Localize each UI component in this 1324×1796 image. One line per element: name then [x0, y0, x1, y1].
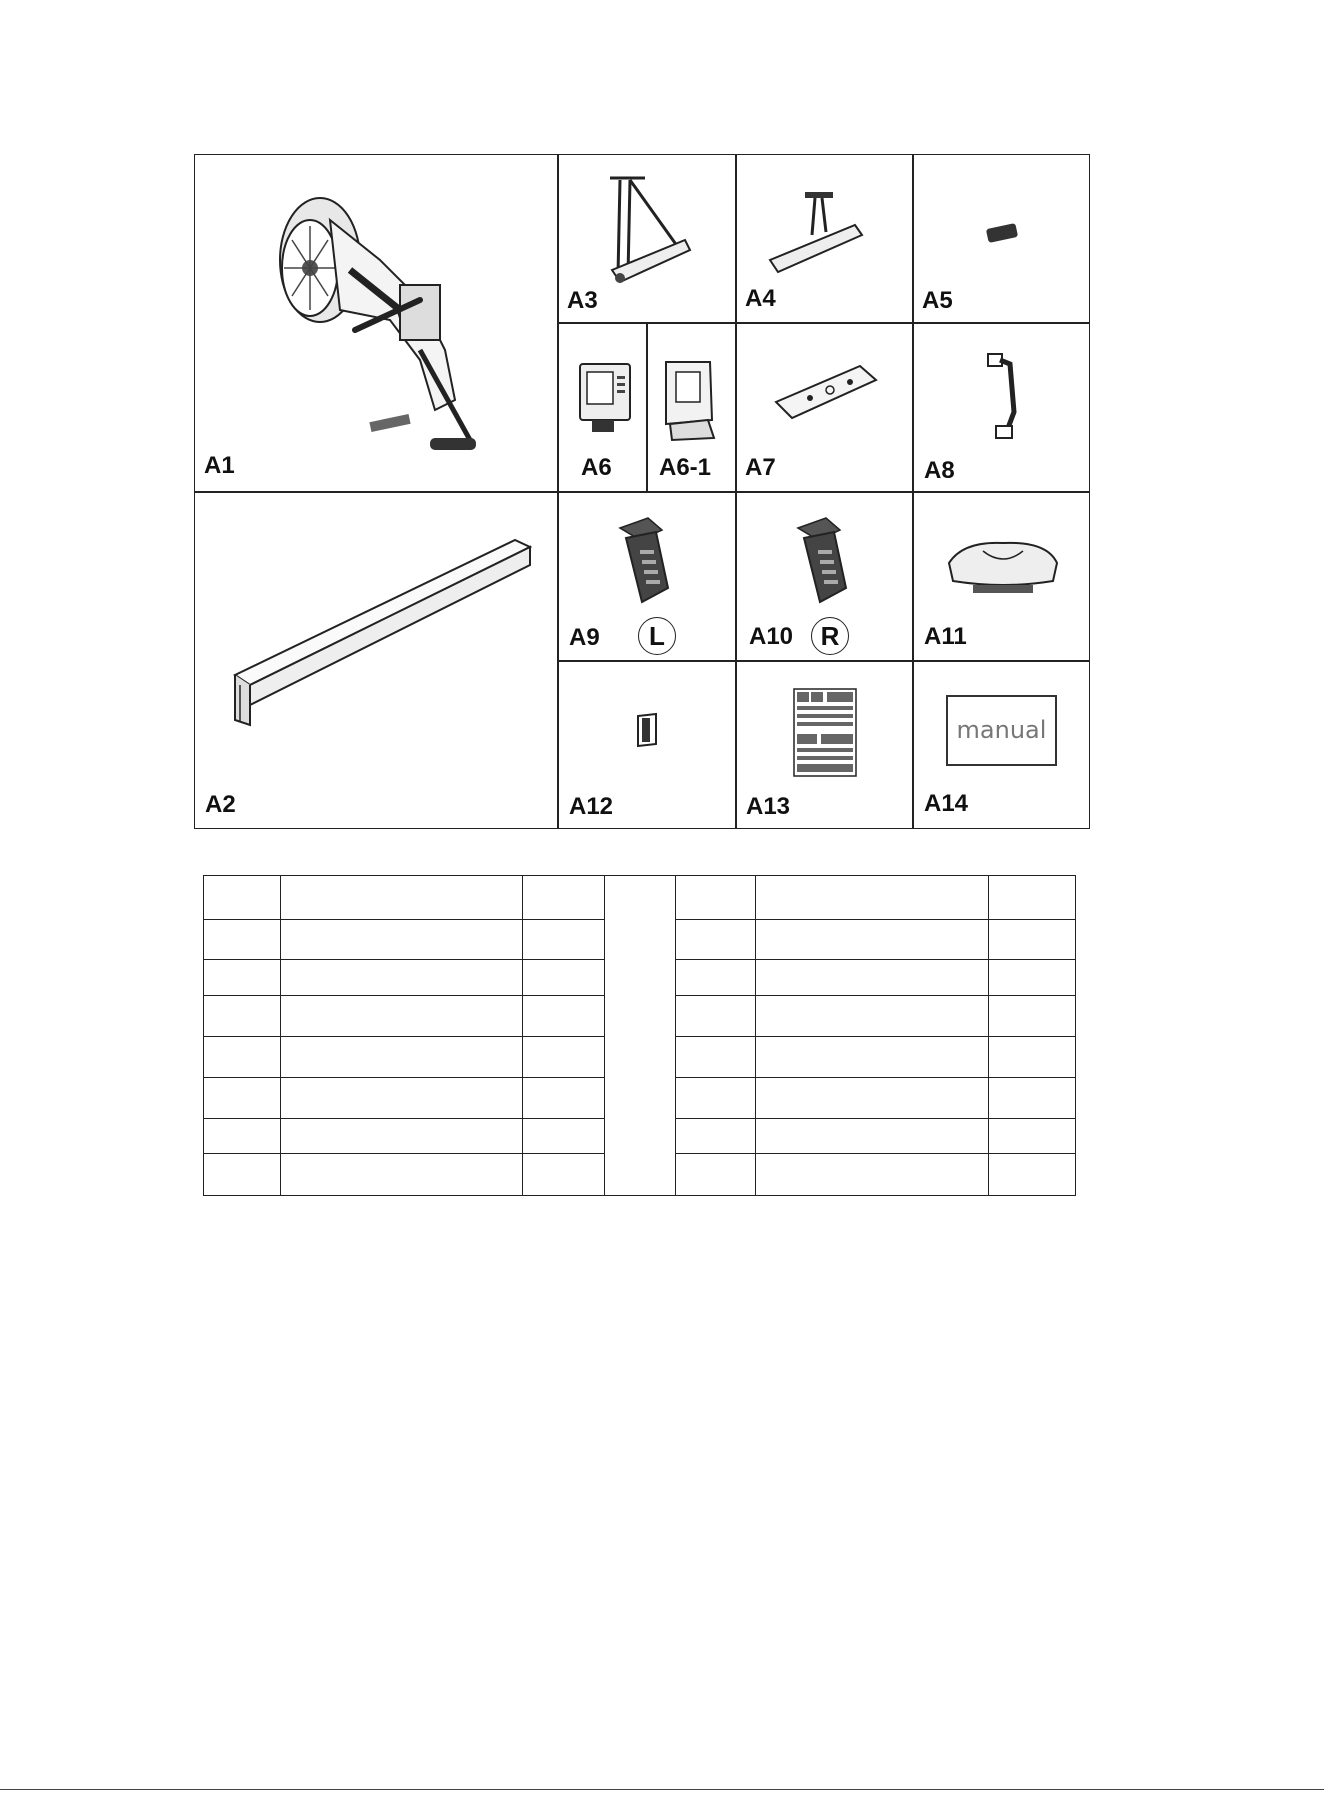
table-cell: [281, 1154, 523, 1196]
table-cell: [281, 876, 523, 920]
table-cell: [204, 1037, 281, 1078]
part-label-a10: A10: [749, 623, 794, 650]
table-cell: [523, 876, 605, 920]
table-cell: [523, 1119, 605, 1154]
table-cell: [989, 1078, 1076, 1119]
part-label-a6-1: A6-1: [659, 454, 712, 481]
part-label-a7: A7: [745, 454, 776, 481]
monitor-illustration: [578, 362, 634, 437]
table-cell: [989, 876, 1076, 920]
table-cell: [281, 960, 523, 996]
table-cell: [756, 1078, 989, 1119]
footer-rule: [0, 1789, 1324, 1790]
table-cell: [676, 1037, 756, 1078]
table-cell: [204, 1119, 281, 1154]
part-label-a6: A6: [581, 454, 612, 481]
part-label-a11: A11: [924, 623, 967, 650]
table-cell: [989, 1037, 1076, 1078]
table-cell: [523, 960, 605, 996]
table-cell: [756, 1119, 989, 1154]
table-cell: [281, 1119, 523, 1154]
front-stabilizer-illustration: [590, 170, 700, 295]
seat-illustration: [943, 537, 1063, 599]
right-footrest-illustration: [790, 510, 850, 605]
table-cell: [204, 1154, 281, 1196]
table-cell: [676, 876, 756, 920]
table-cell: [756, 996, 989, 1037]
left-side-badge: L: [638, 617, 676, 655]
table-cell: [676, 996, 756, 1037]
table-cell: [676, 920, 756, 960]
part-label-a3: A3: [567, 287, 598, 314]
grid-line: [557, 322, 1090, 324]
left-footrest-illustration: [612, 510, 672, 605]
table-cell: [281, 1037, 523, 1078]
table-cell: [989, 1154, 1076, 1196]
table-cell: [756, 960, 989, 996]
small-part-illustration: [985, 222, 1021, 244]
hardware-card-illustration: [793, 688, 858, 778]
table-cell: [989, 996, 1076, 1037]
part-label-a8: A8: [924, 457, 955, 484]
table-cell: [204, 960, 281, 996]
table-cell: [523, 1078, 605, 1119]
table-spacer: [605, 876, 676, 1196]
table-cell: [204, 876, 281, 920]
plate-illustration: [770, 358, 880, 424]
rail-illustration: [230, 535, 540, 735]
table-cell: [989, 1119, 1076, 1154]
table-cell: [676, 1154, 756, 1196]
table-cell: [523, 1037, 605, 1078]
manual-illustration: manual: [946, 695, 1057, 766]
part-label-a2: A2: [205, 791, 236, 818]
table-cell: [989, 960, 1076, 996]
table-cell: [281, 996, 523, 1037]
table-cell: [989, 920, 1076, 960]
rowing-machine-illustration: [270, 190, 490, 470]
part-label-a13: A13: [746, 793, 791, 820]
grid-line: [557, 660, 1090, 662]
rear-stabilizer-illustration: [760, 190, 870, 280]
table-cell: [281, 1078, 523, 1119]
table-cell: [756, 876, 989, 920]
table-cell: [523, 920, 605, 960]
table-row: [204, 876, 1076, 920]
table-cell: [756, 1154, 989, 1196]
table-cell: [281, 920, 523, 960]
right-side-badge: R: [811, 617, 849, 655]
table-cell: [676, 1078, 756, 1119]
table-cell: [676, 960, 756, 996]
table-cell: [204, 920, 281, 960]
part-label-a12: A12: [569, 793, 614, 820]
part-label-a4: A4: [745, 285, 776, 312]
table-cell: [756, 1037, 989, 1078]
part-label-a9: A9: [569, 624, 600, 651]
table-cell: [523, 996, 605, 1037]
grid-line: [646, 323, 648, 491]
table-cell: [676, 1119, 756, 1154]
table-cell: [523, 1154, 605, 1196]
part-label-a5: A5: [922, 287, 953, 314]
handle-bar-illustration: [984, 352, 1024, 442]
grid-line: [194, 491, 1090, 493]
part-label-a14: A14: [924, 790, 969, 817]
table-cell: [204, 996, 281, 1037]
table-cell: [204, 1078, 281, 1119]
clip-illustration: [634, 712, 662, 748]
part-label-a1: A1: [204, 452, 235, 479]
table-cell: [756, 920, 989, 960]
monitor-bracket-illustration: [660, 358, 718, 443]
parts-list-table: [203, 875, 1076, 1196]
